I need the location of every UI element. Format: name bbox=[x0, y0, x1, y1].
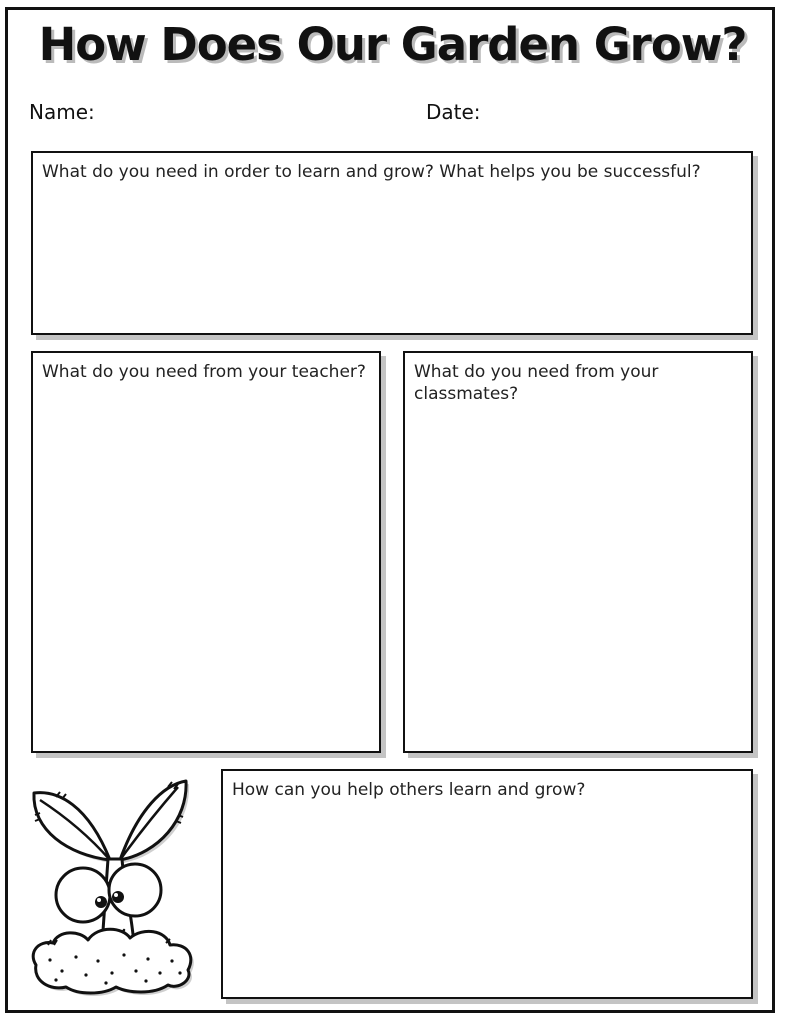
help-others-box[interactable] bbox=[221, 769, 753, 999]
learn-and-grow-box[interactable] bbox=[31, 151, 753, 335]
classmates-box[interactable] bbox=[403, 351, 753, 753]
worksheet-title: How Does Our Garden Grow? bbox=[38, 18, 747, 71]
sprout-character-icon bbox=[28, 775, 200, 997]
name-label: Name: bbox=[29, 100, 95, 124]
help-others-prompt: How can you help others learn and grow? bbox=[232, 780, 586, 800]
date-label: Date: bbox=[426, 100, 481, 124]
teacher-box[interactable] bbox=[31, 351, 381, 753]
teacher-prompt: What do you need from your teacher? bbox=[42, 362, 366, 382]
learn-and-grow-prompt: What do you need in order to learn and grow? What helps you be successful? bbox=[42, 162, 701, 182]
classmates-prompt: What do you need from your classmates? bbox=[414, 362, 659, 404]
